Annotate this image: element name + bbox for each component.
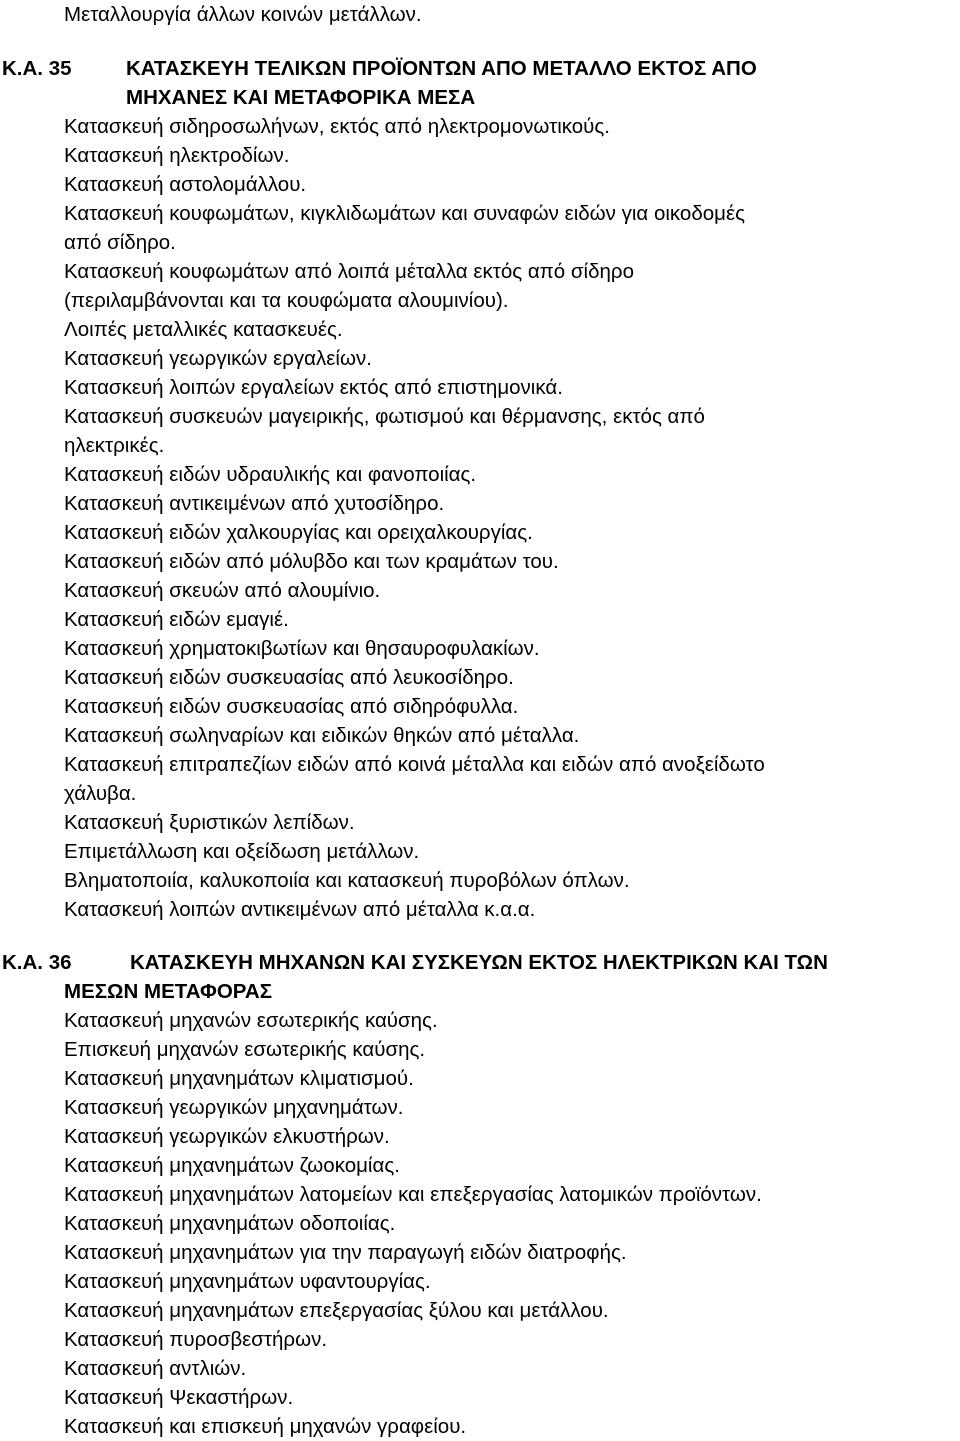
list-item: Κατασκευή και επισκευή μηχανών γραφείου.: [64, 1415, 467, 1438]
list-item: χάλυβα.: [64, 782, 137, 805]
list-item: Κατασκευή χρηματοκιβωτίων και θησαυροφυλακίων.: [64, 637, 540, 660]
list-item: Κατασκευή αντικειμένων από χυτοσίδηρο.: [64, 492, 445, 515]
list-item: Επιμετάλλωση και οξείδωση μετάλλων.: [64, 840, 420, 863]
list-item: Κατασκευή σωληναρίων και ειδικών θηκών από μέταλλα.: [64, 724, 580, 747]
list-item: Κατασκευή κουφωμάτων από λοιπά μέταλλα εκτός από σίδηρο: [64, 260, 634, 283]
list-item: Κατασκευή ξυριστικών λεπίδων.: [64, 811, 355, 834]
list-item: Κατασκευή ειδών υδραυλικής και φανοποιίας.: [64, 463, 477, 486]
list-item: Κατασκευή γεωργικών ελκυστήρων.: [64, 1125, 390, 1148]
list-item: Κατασκευή μηχανημάτων επεξεργασίας ξύλου και μετάλλου.: [64, 1299, 609, 1322]
list-item: Κατασκευή πυροσβεστήρων.: [64, 1328, 328, 1351]
list-item: Κατασκευή ειδών εμαγιέ.: [64, 608, 289, 631]
section-code: Κ.Α. 35: [2, 57, 72, 80]
list-item: Κατασκευή μηχανημάτων υφαντουργίας.: [64, 1270, 431, 1293]
list-item: Κατασκευή μηχανημάτων για την παραγωγή ειδών διατροφής.: [64, 1241, 627, 1264]
list-item: Κατασκευή λοιπών αντικειμένων από μέταλλα κ.α.α.: [64, 898, 536, 921]
section-code: Κ.Α. 36: [2, 951, 72, 974]
list-item: Κατασκευή γεωργικών εργαλείων.: [64, 347, 372, 370]
section-title: ΚΑΤΑΣΚΕΥΗ ΤΕΛΙΚΩΝ ΠΡΟΪΟΝΤΩΝ ΑΠΟ ΜΕΤΑΛΛΟ ΕΚΤΟΣ ΑΠΟ: [126, 57, 757, 80]
list-item: Κατασκευή επιτραπεζίων ειδών από κοινά μέταλλα και ειδών από ανοξείδωτο: [64, 753, 765, 776]
list-item: Κατασκευή ηλεκτροδίων.: [64, 144, 290, 167]
intro-line: Μεταλλουργία άλλων κοινών μετάλλων.: [64, 3, 422, 26]
list-item: Κατασκευή αντλιών.: [64, 1357, 247, 1380]
list-item: Κατασκευή ειδών συσκευασίας από σιδηρόφυλλα.: [64, 695, 519, 718]
list-item: (περιλαμβάνονται και τα κουφώματα αλουμινίου).: [64, 289, 509, 312]
list-item: Κατασκευή κουφωμάτων, κιγκλιδωμάτων και συναφών ειδών για οικοδομές: [64, 202, 745, 225]
list-item: Κατασκευή γεωργικών μηχανημάτων.: [64, 1096, 404, 1119]
list-item: Κατασκευή σκευών από αλουμίνιο.: [64, 579, 381, 602]
list-item: Κατασκευή Ψεκαστήρων.: [64, 1386, 294, 1409]
list-item: Κατασκευή ειδών χαλκουργίας και ορειχαλκουργίας.: [64, 521, 533, 544]
section-title-continued: ΜΗΧΑΝΕΣ ΚΑΙ ΜΕΤΑΦΟΡΙΚΑ ΜΕΣΑ: [126, 86, 476, 109]
list-item: ηλεκτρικές.: [64, 434, 165, 457]
list-item: Κατασκευή συσκευών μαγειρικής, φωτισμού και θέρμανσης, εκτός από: [64, 405, 705, 428]
list-item: Κατασκευή μηχανημάτων οδοποιίας.: [64, 1212, 396, 1235]
list-item: Κατασκευή ειδών από μόλυβδο και των κραμάτων του.: [64, 550, 559, 573]
list-item: Κατασκευή σιδηροσωλήνων, εκτός από ηλεκτρομονωτικούς.: [64, 115, 610, 138]
list-item: Κατασκευή μηχανημάτων λατομείων και επεξεργασίας λατομικών προϊόντων.: [64, 1183, 762, 1206]
list-item: Κατασκευή λοιπών εργαλείων εκτός από επιστημονικά.: [64, 376, 563, 399]
list-item: Κατασκευή μηχανών εσωτερικής καύσης.: [64, 1009, 438, 1032]
list-item: Επισκευή μηχανών εσωτερικής καύσης.: [64, 1038, 426, 1061]
section-title: ΚΑΤΑΣΚΕΥΗ ΜΗΧΑΝΩΝ ΚΑΙ ΣΥΣΚΕΥΩΝ ΕΚΤΟΣ ΗΛΕΚΤΡΙΚΩΝ ΚΑΙ ΤΩΝ: [130, 951, 828, 974]
list-item: Κατασκευή μηχανημάτων ζωοκομίας.: [64, 1154, 400, 1177]
list-item: Κατασκευή μηχανημάτων κλιματισμού.: [64, 1067, 414, 1090]
list-item: Κατασκευή ειδών συσκευασίας από λευκοσίδηρο.: [64, 666, 514, 689]
section-title-continued: ΜΕΣΩΝ ΜΕΤΑΦΟΡΑΣ: [64, 980, 273, 1003]
list-item: από σίδηρο.: [64, 231, 176, 254]
list-item: Κατασκευή αστολομάλλου.: [64, 173, 307, 196]
list-item: Λοιπές μεταλλικές κατασκευές.: [64, 318, 343, 341]
list-item: Βληματοποιία, καλυκοποιία και κατασκευή πυροβόλων όπλων.: [64, 869, 630, 892]
